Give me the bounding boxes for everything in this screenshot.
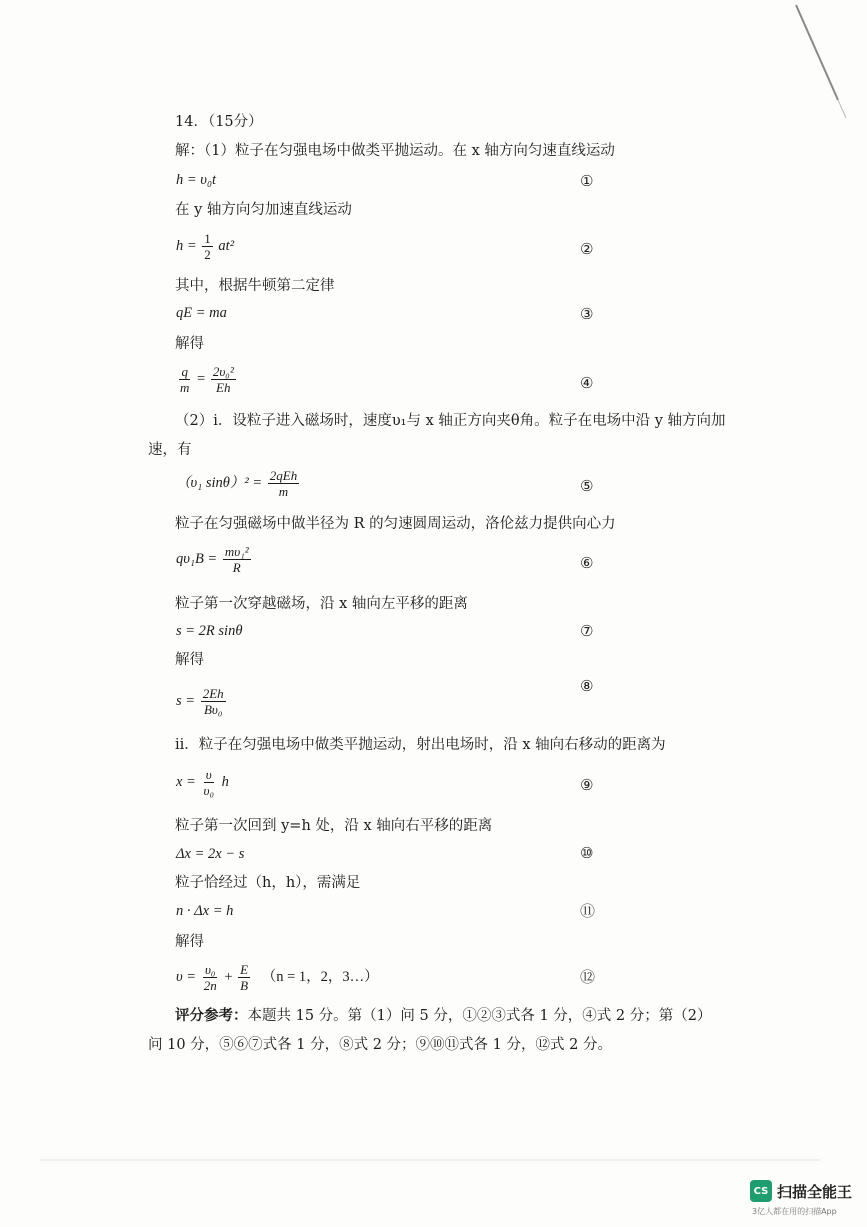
problem-header: 14．（15分） (175, 114, 263, 130)
eq8-num: 2Eh (202, 686, 224, 701)
eq8-lhs: s = (176, 692, 196, 709)
scoring-line-2: 问 10 分，⑤⑥⑦式各 1 分，⑧式 2 分；⑨⑩⑪式各 1 分，⑫式 2 分。 (148, 1037, 612, 1053)
equation-6 (176, 544, 253, 575)
part2-intro-line1: （2）ⅰ．设粒子进入磁场时，速度υ₁与 x 轴正方向夹θ角。粒子在电场中沿 y 轴方向加 (175, 413, 726, 429)
mark-8: ⑧ (580, 677, 594, 695)
eq2-fraction (202, 231, 213, 262)
mark-5: ⑤ (580, 477, 594, 495)
eq2-num: 1 (204, 231, 211, 246)
eq12-num2: E (240, 962, 249, 977)
eq12-den2: B (240, 978, 249, 993)
eq5-fraction (268, 468, 299, 499)
solve-label-1: 解得 (175, 336, 204, 352)
eq12-lhs: υ = (176, 968, 197, 985)
eq4-left-fraction (178, 364, 191, 395)
equation-4 (176, 364, 238, 395)
scoring-line1-text: 本题共 15 分。第（1）问 5 分，①②③式各 1 分，④式 2 分；第（2） (247, 1008, 712, 1024)
eq4-num-right: 2υ₀² (212, 364, 234, 379)
eq6-num: mυ₁² (224, 544, 249, 559)
equation-1: h = υ₀t (176, 172, 217, 188)
mark-6: ⑥ (580, 554, 594, 572)
eq5-den: m (278, 484, 289, 499)
equation-3: qE = ma (176, 305, 227, 321)
eq4-equals: = (197, 370, 206, 387)
eq8-den: Bυ₀ (203, 702, 223, 717)
solve-label-2: 解得 (175, 652, 204, 668)
brand-tagline: 3亿人都在用的扫描App (752, 1207, 837, 1216)
eq8-fraction (201, 686, 226, 717)
mark-4: ④ (580, 374, 594, 392)
eq6-den: R (232, 560, 241, 575)
eq12-num1: υ₀ (204, 962, 216, 977)
mark-11: ⑪ (580, 902, 596, 920)
equation-5 (176, 468, 301, 499)
newton-law: 其中，根据牛顿第二定律 (175, 278, 335, 294)
eq2-den: 2 (204, 247, 211, 262)
solution-intro: 解：（1）粒子在匀强电场中做类平抛运动。在 x 轴方向匀速直线运动 (175, 143, 615, 159)
return-line: 粒子第一次回到 y=h 处，沿 x 轴向右平移的距离 (175, 818, 493, 834)
equation-2 (176, 231, 234, 262)
part2-intro-line2: 速，有 (148, 442, 192, 458)
equation-7: s = 2R sinθ (176, 623, 243, 639)
eq4-den-left: m (180, 380, 190, 395)
magnetic-motion: 粒子在匀强磁场中做半径为 R 的匀速圆周运动，洛伦兹力提供向心力 (175, 516, 616, 532)
eq2-rhs: at² (218, 237, 235, 254)
mark-2: ② (580, 240, 594, 258)
mark-3: ③ (580, 305, 594, 323)
equation-10: Δx = 2x − s (176, 846, 245, 862)
mark-1: ① (580, 172, 594, 190)
eq5-lhs: （υ₁ sinθ）² = (176, 474, 263, 491)
part2-ii: ⅱ．粒子在匀强电场中做类平抛运动，射出电场时，沿 x 轴向右移动的距离为 (175, 737, 666, 753)
solve-label-3: 解得 (175, 934, 204, 950)
mark-10: ⑩ (580, 844, 594, 862)
eq12-plus: + (224, 968, 233, 985)
eq9-rhs: h (221, 773, 229, 790)
y-axis-motion: 在 y 轴方向匀加速直线运动 (175, 202, 352, 218)
eq9-lhs: x = (176, 773, 196, 790)
eq4-right-fraction (211, 364, 236, 395)
equation-8 (176, 686, 228, 717)
scoring-line-1 (175, 1006, 711, 1026)
eq9-fraction (201, 767, 216, 798)
eq4-den-right: Eh (216, 380, 231, 395)
cs-logo-icon: CS (750, 1180, 772, 1202)
scoring-label: 评分参考： (175, 1007, 248, 1024)
mark-12: ⑫ (580, 968, 596, 986)
pass-point: 粒子恰经过（h，h），需满足 (175, 875, 361, 891)
equation-11: n · Δx = h (176, 903, 234, 919)
mark-7: ⑦ (580, 622, 594, 640)
eq6-fraction (223, 544, 251, 575)
eq12-den1: 2n (203, 978, 217, 993)
equation-9 (176, 767, 229, 798)
eq12-fraction-2 (238, 962, 250, 993)
eq9-den: υ₀ (203, 783, 214, 798)
mark-9: ⑨ (580, 776, 594, 794)
brand-name: 扫描全能王 (777, 1182, 853, 1201)
eq4-num-left: q (181, 364, 188, 379)
eq12-fraction-1 (202, 962, 219, 993)
eq9-num: υ (205, 767, 212, 782)
eq6-lhs: qυ₁B = (176, 550, 218, 567)
equation-12 (176, 962, 379, 993)
camscanner-logo (750, 1180, 852, 1202)
eq12-condition: （n = 1，2，3…） (261, 968, 379, 985)
eq2-lhs: h = (176, 237, 197, 254)
first-cross: 粒子第一次穿越磁场，沿 x 轴向左平移的距离 (175, 596, 468, 612)
eq5-num: 2qEh (269, 468, 298, 483)
